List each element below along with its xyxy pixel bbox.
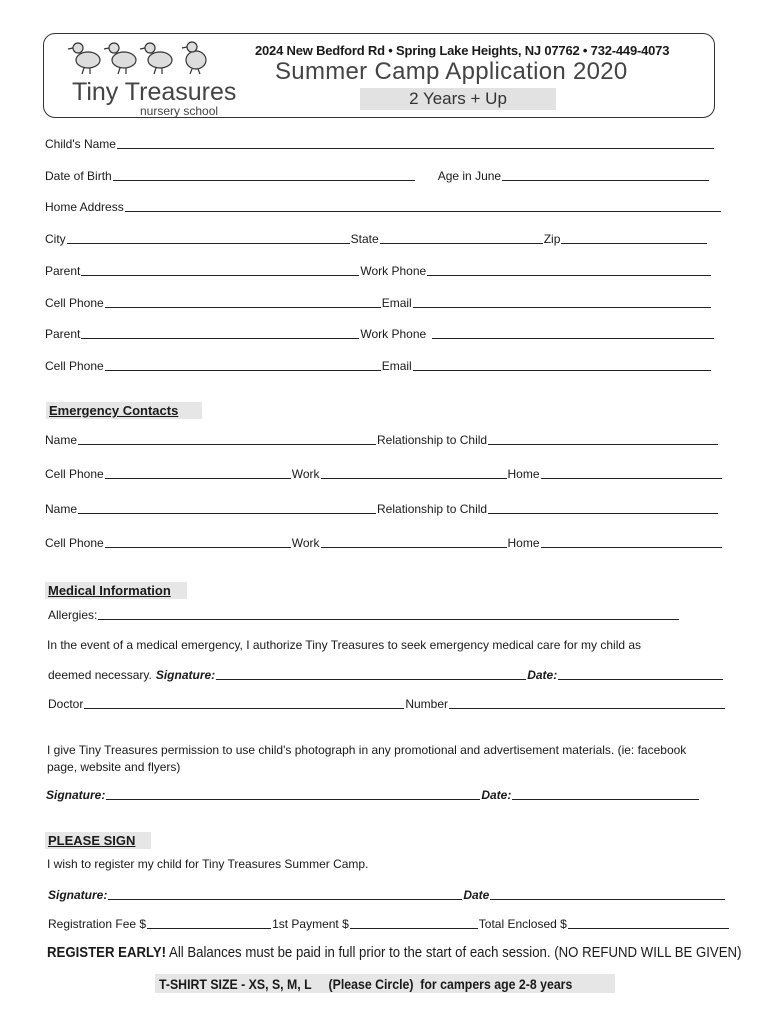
emergency-2-phones-row[interactable] xyxy=(45,534,723,550)
parent-1-cell-row[interactable] xyxy=(45,294,712,310)
register-early-bold: REGISTER EARLY! xyxy=(47,944,167,961)
emergency-2-work-field[interactable] xyxy=(321,537,507,548)
first-payment-field[interactable] xyxy=(350,918,478,929)
home-address-row[interactable] xyxy=(45,198,722,214)
emergency-1-name-field[interactable] xyxy=(78,434,376,445)
medical-section-heading: Medical Information xyxy=(45,582,187,599)
emergency-1-relationship-label: Relationship to Child xyxy=(377,433,488,447)
zip-label: Zip xyxy=(543,232,561,246)
parent-2-cell-row[interactable] xyxy=(45,357,712,373)
emergency-2-relationship-label: Relationship to Child xyxy=(377,502,488,516)
register-signature-field[interactable] xyxy=(108,889,462,900)
parent-1-work-field[interactable] xyxy=(427,265,711,276)
parent-1-cell-field[interactable] xyxy=(105,297,381,308)
parent-1-cell-label: Cell Phone xyxy=(45,296,104,310)
ducks-logo-icon xyxy=(66,38,216,78)
medical-signature-label: Signature: xyxy=(155,668,216,682)
emergency-2-name-field[interactable] xyxy=(78,503,376,514)
parent-1-label: Parent xyxy=(45,264,81,278)
parent-1-email-label: Email xyxy=(381,296,412,310)
register-early-text: All Balances must be paid in full prior to the start of each session. (NO REFUND WILL BE GIVEN) xyxy=(166,944,742,961)
state-label: State xyxy=(350,232,379,246)
logo-name: Tiny Treasures xyxy=(72,78,237,106)
first-payment-label: 1st Payment $ xyxy=(272,917,349,931)
emergency-1-cell-field[interactable] xyxy=(105,468,291,479)
registration-fee-field[interactable] xyxy=(147,918,271,929)
total-enclosed-field[interactable] xyxy=(568,918,729,929)
doctor-field[interactable] xyxy=(84,698,404,709)
page-title: Summer Camp Application 2020 xyxy=(275,58,628,85)
medical-signature-row[interactable] xyxy=(48,666,724,682)
city-row[interactable] xyxy=(45,230,708,246)
parent-1-field[interactable] xyxy=(81,265,359,276)
emergency-2-cell-label: Cell Phone xyxy=(45,536,104,550)
photo-signature-row[interactable] xyxy=(46,786,700,802)
photo-permission-text: I give Tiny Treasures permission to use child's photograph in any promotional and advertisement materials. (ie: facebook page, website and flyers) xyxy=(47,743,687,774)
doctor-number-label: Number xyxy=(405,697,449,711)
emergency-1-home-label: Home xyxy=(507,467,540,481)
home-address-field[interactable] xyxy=(125,201,721,212)
allergies-label: Allergies: xyxy=(48,608,98,622)
tshirt-size-banner xyxy=(155,974,615,993)
photo-signature-label: Signature: xyxy=(46,788,106,802)
state-field[interactable] xyxy=(380,233,543,244)
total-enclosed-label: Total Enclosed $ xyxy=(478,917,567,931)
register-signature-row[interactable] xyxy=(48,886,726,902)
allergies-field[interactable] xyxy=(98,609,679,620)
parent-2-row[interactable] xyxy=(45,325,715,341)
emergency-1-work-label: Work xyxy=(291,467,320,481)
emergency-section-heading: Emergency Contacts xyxy=(46,402,202,419)
register-date-field[interactable] xyxy=(490,889,725,900)
parent-2-email-label: Email xyxy=(381,359,412,373)
allergies-row[interactable] xyxy=(48,606,680,622)
parent-1-row[interactable] xyxy=(45,262,712,278)
register-intent-text: I wish to register my child for Tiny Treasures Summer Camp. xyxy=(47,857,369,871)
parent-2-cell-label: Cell Phone xyxy=(45,359,104,373)
school-address: 2024 New Bedford Rd • Spring Lake Heights, NJ 07762 • 732-449-4073 xyxy=(255,43,670,58)
dob-field[interactable] xyxy=(113,170,415,181)
age-group-badge: 2 Years + Up xyxy=(360,88,556,110)
emergency-1-cell-label: Cell Phone xyxy=(45,467,104,481)
emergency-2-cell-field[interactable] xyxy=(105,537,291,548)
parent-2-cell-field[interactable] xyxy=(105,360,381,371)
emergency-1-work-field[interactable] xyxy=(321,468,507,479)
city-label: City xyxy=(45,232,66,246)
photo-signature-field[interactable] xyxy=(106,789,480,800)
dob-label: Date of Birth xyxy=(45,169,112,183)
parent-2-field[interactable] xyxy=(81,328,359,339)
please-sign-heading: PLEASE SIGN xyxy=(45,832,151,849)
age-june-label: Age in June xyxy=(437,169,502,183)
childs-name-row[interactable] xyxy=(45,135,715,151)
emergency-1-name-label: Name xyxy=(45,433,78,447)
dob-row[interactable] xyxy=(45,167,710,183)
emergency-2-name-label: Name xyxy=(45,502,78,516)
parent-2-work-label: Work Phone xyxy=(360,327,427,341)
medical-authorization-text: In the event of a medical emergency, I authorize Tiny Treasures to seek emergency medical care for my child as xyxy=(47,638,642,652)
parent-2-label: Parent xyxy=(45,327,81,341)
childs-name-label: Child's Name xyxy=(45,137,116,151)
medical-auth-text-2: deemed necessary. xyxy=(48,668,152,682)
register-signature-label: Signature: xyxy=(48,888,108,902)
doctor-row[interactable] xyxy=(48,695,726,711)
emergency-2-relationship-field[interactable] xyxy=(488,503,718,514)
doctor-label: Doctor xyxy=(48,697,84,711)
city-field[interactable] xyxy=(67,233,350,244)
zip-field[interactable] xyxy=(561,233,707,244)
childs-name-field[interactable] xyxy=(117,138,714,149)
emergency-2-home-label: Home xyxy=(507,536,540,550)
parent-2-email-field[interactable] xyxy=(413,360,711,371)
logo-subtitle: nursery school xyxy=(140,104,219,118)
photo-date-field[interactable] xyxy=(512,789,699,800)
payment-row[interactable] xyxy=(48,915,730,931)
medical-date-field[interactable] xyxy=(558,669,723,680)
emergency-2-row[interactable] xyxy=(45,500,719,516)
age-june-field[interactable] xyxy=(502,170,709,181)
parent-1-email-field[interactable] xyxy=(413,297,711,308)
registration-fee-label: Registration Fee $ xyxy=(48,917,147,931)
parent-2-work-field[interactable] xyxy=(432,328,714,339)
parent-1-work-label: Work Phone xyxy=(360,264,427,278)
emergency-2-home-field[interactable] xyxy=(541,537,722,548)
photo-date-label: Date: xyxy=(481,788,512,802)
emergency-1-relationship-field[interactable] xyxy=(488,434,718,445)
home-address-label: Home Address xyxy=(45,200,124,214)
emergency-2-work-label: Work xyxy=(291,536,320,550)
emergency-1-phones-row[interactable] xyxy=(45,465,723,481)
tshirt-size-text: T-SHIRT SIZE - XS, S, M, L (Please Circle) for campers age 2-8 years xyxy=(159,976,573,992)
medical-date-label: Date: xyxy=(527,668,558,682)
medical-signature-field[interactable] xyxy=(216,669,526,680)
register-early-notice xyxy=(47,944,742,961)
doctor-number-field[interactable] xyxy=(449,698,725,709)
register-date-label: Date xyxy=(463,888,490,902)
emergency-1-home-field[interactable] xyxy=(541,468,722,479)
emergency-1-row[interactable] xyxy=(45,431,719,447)
